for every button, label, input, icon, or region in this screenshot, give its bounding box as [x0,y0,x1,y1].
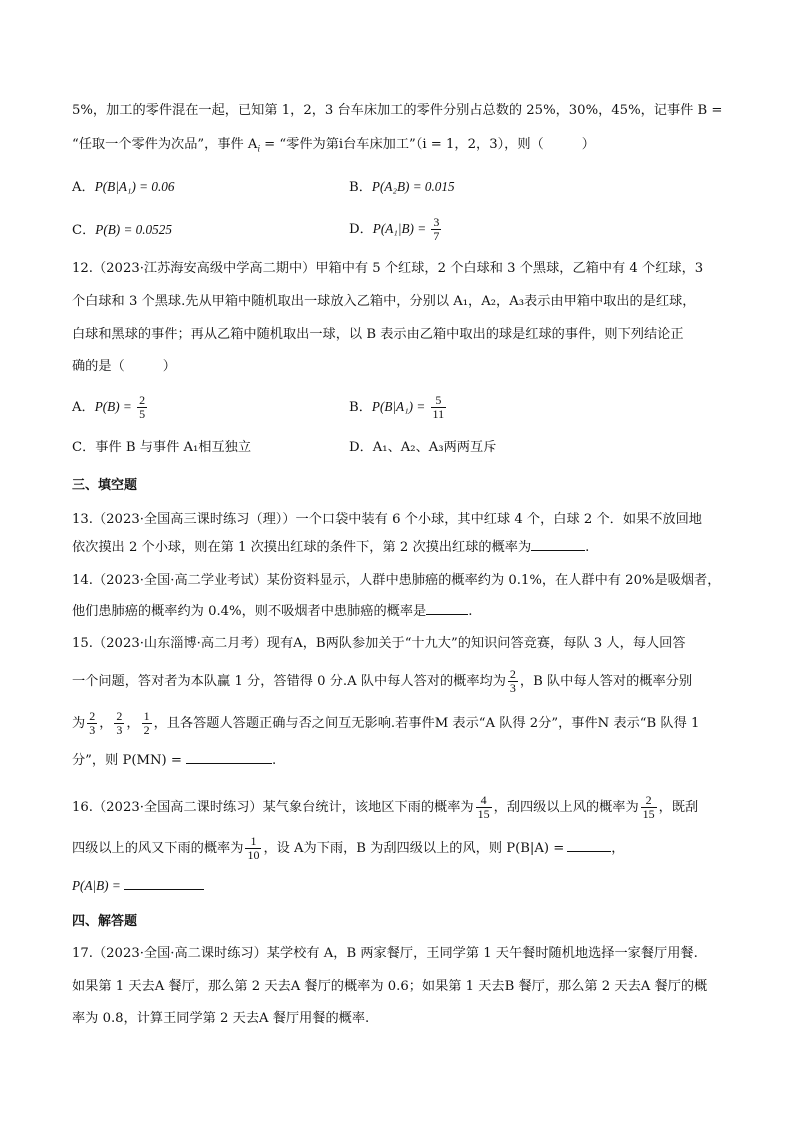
q12-line-3 [72,325,724,345]
q15-line-2 [72,668,724,695]
option-text: P(A₂B) = 0.015 [371,179,455,194]
q13-text-1: 13.（2023·全国高三课时练习（理））一个口袋中装有 6 个小球，其中红球 4 个，白球 2 个．如果不放回地 [72,512,702,527]
q12-line-4 [72,357,724,377]
option-text: P(B|A₁) = [371,399,429,414]
q12-option-d[interactable] [349,438,496,458]
q11-text-1: 5%，加工的零件混在一起，已知第 1，2，3 台车床加工的零件分别占总数的 25%，30%，45%，记事件 B = [72,103,723,118]
fraction [431,216,441,243]
q17-line-2 [72,977,724,997]
fraction [114,710,124,737]
q16-text-2c: ， [611,841,625,856]
q14-line-2 [72,602,724,622]
q12-text-2: 个白球和 3 个黑球.先从甲箱中随机取出一球放入乙箱中，分别以 A₁，A₂，A₃表示由甲箱中取出的是红球， [72,294,696,309]
option-text: P(B|A₁) = 0.06 [94,179,175,194]
answer-blank[interactable] [426,602,468,615]
q16-text-1c: ，既刮 [658,800,699,815]
option-label: A． [72,180,95,195]
q14-line-1 [72,571,724,591]
q11-text-2a: “任取一个零件为次品”，事件 A [72,137,258,152]
q12-text-4a: 确的是（ [72,359,125,374]
option-label: C． [72,223,96,238]
q15-text-2a: 一个问题，答对者为本队赢 1 分，答错得 0 分.A 队中每人答对的概率均为 [72,674,506,689]
q15-line-3 [72,710,724,737]
q16-text-2a: 四级以上的风又下雨的概率为 [72,841,244,856]
fraction-numerator: 1 [143,709,150,723]
section-heading-fill-in: 三、填空题 [72,478,138,493]
fraction-denominator: 3 [89,723,96,737]
option-text: P(B) = [94,399,136,414]
fraction [245,835,261,862]
fraction-numerator: 2 [139,393,146,407]
fraction-denominator: 3 [116,723,123,737]
separator: ， [126,716,140,731]
fraction [87,710,97,737]
answer-blank[interactable] [124,877,204,890]
q15-line-4 [72,751,724,771]
option-text: P(A₁|B) = [372,221,430,236]
fraction-numerator: 2 [641,794,657,808]
q15-text-3b: ，且各答题人答题正确与否之间互无影响.若事件M 表示“A 队得 2分”，事件N 表示“B 队得 1 [153,716,700,731]
fraction [137,394,147,421]
q13-line-2 [72,538,724,558]
fraction-denominator: 15 [642,807,655,821]
option-label: A． [72,400,95,415]
period: . [468,604,473,619]
q12-line-1 [72,259,724,279]
fraction-denominator: 7 [433,229,440,243]
q11-option-a[interactable] [72,177,174,198]
option-label: B． [349,400,372,415]
fraction-numerator: 2 [89,709,96,723]
q12-text-4b: ） [162,359,176,374]
separator: ， [99,716,113,731]
fraction [476,794,492,821]
q16-line-3 [72,876,724,897]
fraction-denominator: 2 [143,723,150,737]
fraction-numerator: 1 [245,835,261,849]
option-label: D． [349,222,373,237]
q17-line-1 [72,944,724,964]
option-text: A₁、A₂、A₃两两互斥 [372,440,497,455]
q16-line-1 [72,794,724,821]
option-label: C． [72,440,96,455]
q16-text-3: P(A|B) = [72,878,121,893]
q11-option-d[interactable] [349,216,443,243]
option-text: P(B) = 0.0525 [95,222,172,237]
q12-text-1: 12.（2023·江苏海安高级中学高二期中）甲箱中有 5 个红球，2 个白球和 3 个黑球，乙箱中有 4 个红球，3 [72,261,704,276]
option-label: D． [349,440,373,455]
q12-option-b[interactable] [349,394,448,421]
answer-blank[interactable] [531,538,585,551]
fraction [508,668,518,695]
answer-blank[interactable] [567,839,611,852]
fraction-numerator: 2 [509,667,516,681]
q12-text-3: 白球和黑球的事件；再从乙箱中随机取出一球，以 B 表示由乙箱中取出的球是红球的事件，则下列结论正 [72,327,684,342]
fraction [142,710,152,737]
q15-text-3a: 为 [72,716,86,731]
q11-text-2c: i = 1，2，3），则（ [422,137,544,152]
answer-blank[interactable] [186,751,272,764]
period: . [585,540,590,555]
fraction-denominator: 5 [139,407,146,421]
q15-text-4: 分”，则 P(MN) = [72,753,182,768]
q12-option-c[interactable] [72,438,251,458]
fraction-denominator: 10 [247,848,260,862]
q15-text-2b: ，B 队中每人答对的概率分别 [519,674,693,689]
q12-line-2 [72,292,724,312]
q16-text-2b: ，设 A为下雨，B 为刮四级以上的风，则 P(B|A) = [263,841,565,856]
q14-text-1: 14.（2023·全国·高二学业考试）某份资料显示，人群中患肺癌的概率约为 0.1%，在人群中有 20%是吸烟者， [72,573,721,588]
q17-text-3: 率为 0.8，计算王同学第 2 天去A 餐厅用餐的概率. [72,1011,370,1026]
q14-text-2: 他们患肺癌的概率约为 0.4%，则不吸烟者中患肺癌的概率是 [72,604,427,619]
q17-line-3 [72,1009,724,1029]
section-heading-solutions: 四、解答题 [72,914,138,929]
q11-option-c[interactable] [72,220,172,241]
q15-line-1 [72,634,724,654]
option-text: 事件 B 与事件 A₁相互独立 [95,440,252,455]
period: . [271,753,277,768]
q11-option-b[interactable] [349,177,455,198]
q11-text-2d: ） [581,137,595,152]
fraction-numerator: 4 [476,794,492,808]
q12-option-a[interactable] [72,394,149,421]
q11-line-1 [72,101,724,121]
q16-text-1b: ，刮四级以上风的概率为 [493,800,639,815]
q17-text-1: 17.（2023·全国·高二课时练习）某学校有 A，B 两家餐厅，王同学第 1 天午餐时随机地选择一家餐厅用餐. [72,946,698,961]
q11-text-2b: = “零件为第i台车床加工”（ [259,137,423,152]
q17-text-2: 如果第 1 天去A 餐厅，那么第 2 天去A 餐厅的概率为 0.6；如果第 1 天去B 餐厅，那么第 2 天去A 餐厅的概 [72,979,708,994]
fraction-numerator: 5 [431,394,447,408]
option-label: B． [349,180,372,195]
q16-line-2 [72,835,724,862]
q11-line-2: “任取一个零件为次品”，事件 $A_i$ = “零件为第i台车床加工”（i = 1，2，3），则（ ） [72,137,595,154]
fraction-numerator: 2 [116,709,123,723]
q13-line-1 [72,510,724,530]
fraction [431,394,447,421]
q13-text-2: 依次摸出 2 个小球，则在第 1 次摸出红球的条件下，第 2 次摸出红球的概率为 [72,540,532,555]
q15-text-1: 15.（2023·山东淄博·高二月考）现有A，B两队参加关于“十九大”的知识问答竞赛，每队 3 人，每人回答 [72,636,686,651]
fraction-denominator: 3 [509,681,516,695]
fraction-denominator: 11 [432,407,445,421]
fraction-denominator: 15 [477,807,490,821]
fraction [641,794,657,821]
fraction-numerator: 3 [433,215,440,229]
q16-text-1a: 16.（2023·全国高二课时练习）某气象台统计，该地区下雨的概率为 [72,800,474,815]
